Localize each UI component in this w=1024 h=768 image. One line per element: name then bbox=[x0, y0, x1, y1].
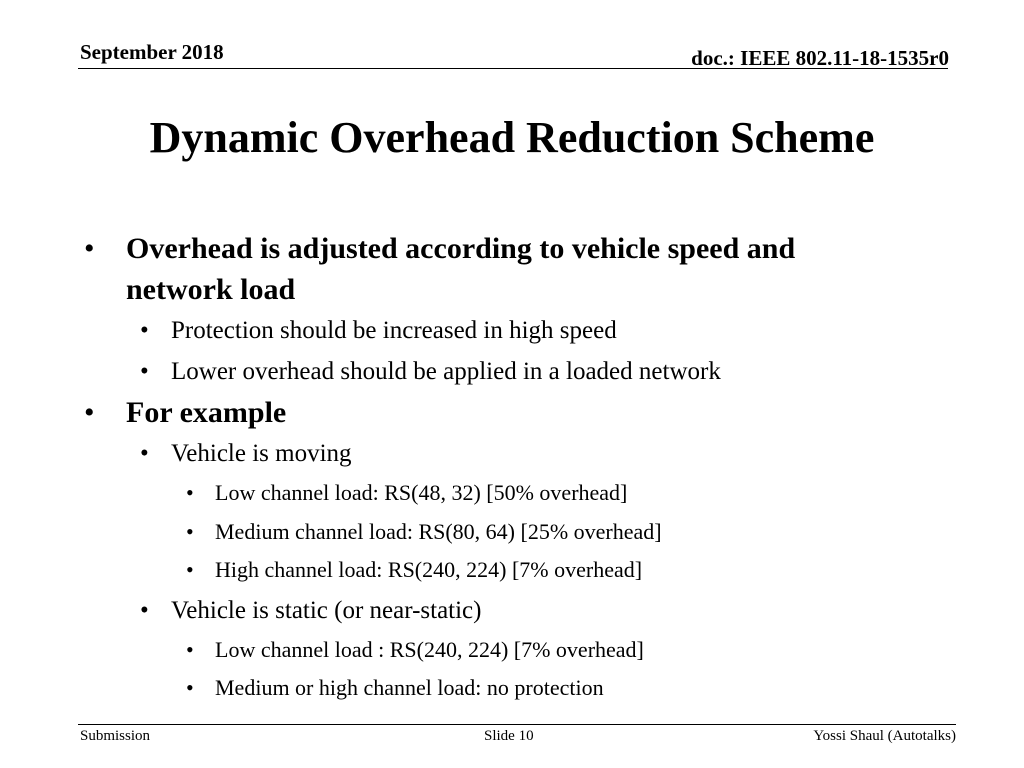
bullet-dot: • bbox=[140, 358, 149, 385]
bullet-dot: • bbox=[186, 518, 194, 544]
bullet-text: Vehicle is static (or near-static) bbox=[171, 596, 482, 624]
bullet-dot: • bbox=[186, 675, 194, 700]
bullet-level1-overhead bbox=[80, 228, 940, 310]
bullet-dot: • bbox=[186, 480, 194, 505]
bullet-level2-static bbox=[80, 590, 940, 631]
bullet-text-line: Overhead is adjusted according to vehicle speed and bbox=[126, 232, 796, 265]
bullet-text: Low channel load: RS(48, 32) [50% overhead] bbox=[215, 480, 628, 505]
bullet-level2-moving bbox=[80, 433, 940, 474]
slide-title: Dynamic Overhead Reduction Scheme bbox=[149, 113, 875, 162]
bullet-dot: • bbox=[140, 317, 149, 344]
bullet-dot: • bbox=[186, 557, 194, 582]
bullet-level3-moving-medium bbox=[80, 513, 940, 552]
bullet-text: High channel load: RS(240, 224) [7% overhead] bbox=[215, 557, 643, 582]
bullet-text-line: network load bbox=[126, 273, 296, 306]
bullet-level3-moving-low bbox=[80, 474, 940, 513]
bullet-text: Medium or high channel load: no protection bbox=[215, 675, 604, 700]
bullet-level2-lower-overhead bbox=[80, 351, 940, 392]
header-doc-id: doc.: IEEE 802.11-18-1535r0 bbox=[691, 46, 949, 70]
bullet-level3-moving-high bbox=[80, 551, 940, 590]
bullet-dot: • bbox=[186, 636, 194, 662]
bullet-dot: • bbox=[84, 396, 95, 429]
bullet-text: Medium channel load: RS(80, 64) [25% overhead] bbox=[215, 518, 662, 544]
bullet-level3-static-low bbox=[80, 631, 940, 670]
footer-slide-number: Slide 10 bbox=[484, 728, 534, 744]
bullet-level1-example bbox=[80, 392, 940, 433]
bullet-text-line: For example bbox=[126, 396, 287, 429]
bullet-dot: • bbox=[84, 232, 95, 265]
bullet-text: Protection should be increased in high speed bbox=[171, 317, 617, 344]
header-date: September 2018 bbox=[80, 40, 224, 64]
bullet-text: Low channel load : RS(240, 224) [7% overhead] bbox=[215, 636, 644, 662]
bullet-level2-protection bbox=[80, 310, 940, 351]
bullet-list bbox=[80, 228, 940, 708]
header-divider bbox=[78, 68, 948, 69]
bullet-text: Lower overhead should be applied in a loaded network bbox=[171, 358, 721, 385]
footer-divider bbox=[78, 724, 956, 725]
footer-submission: Submission bbox=[80, 728, 151, 744]
bullet-dot: • bbox=[140, 596, 149, 624]
bullet-dot: • bbox=[140, 440, 149, 467]
bullet-level3-static-medium-high bbox=[80, 669, 940, 708]
footer-author: Yossi Shaul (Autotalks) bbox=[813, 728, 956, 744]
bullet-text: Vehicle is moving bbox=[171, 440, 352, 467]
